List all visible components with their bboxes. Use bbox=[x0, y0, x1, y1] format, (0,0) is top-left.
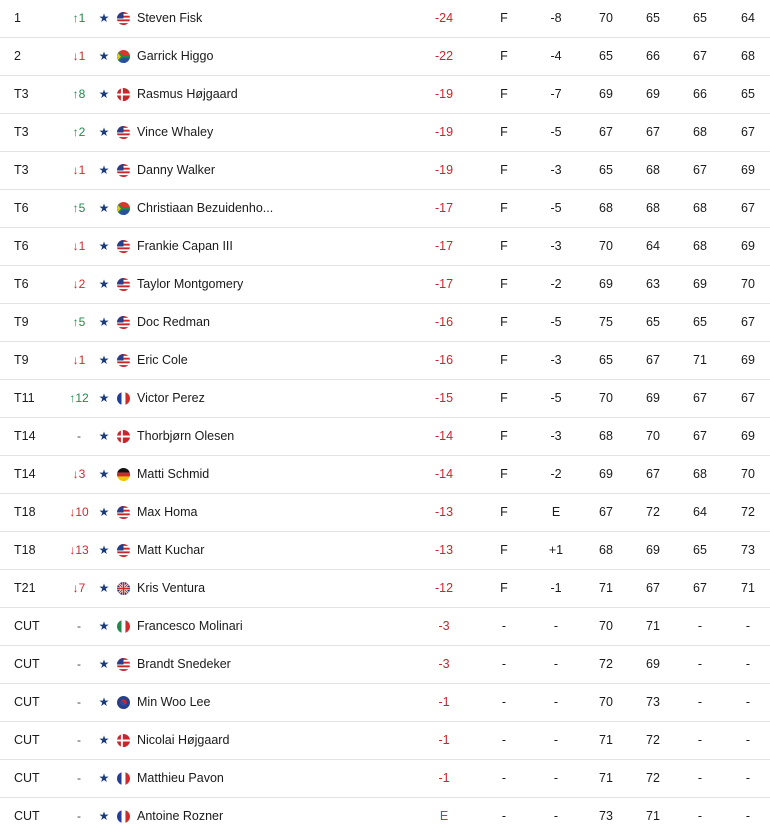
table-row[interactable] bbox=[0, 38, 770, 76]
position-cell: T14 bbox=[14, 429, 36, 443]
total-score-cell: -12 bbox=[434, 581, 454, 595]
round-2-cell: 67 bbox=[646, 353, 660, 367]
table-row[interactable] bbox=[0, 152, 770, 190]
us-flag-icon bbox=[117, 354, 130, 367]
round-3-cell: 67 bbox=[693, 163, 707, 177]
round-2-cell: 72 bbox=[646, 733, 660, 747]
player-name-link[interactable]: Francesco Molinari bbox=[137, 619, 243, 633]
favorite-star-icon[interactable]: ★ bbox=[98, 543, 110, 557]
round-3-cell: 71 bbox=[693, 353, 707, 367]
favorite-star-icon[interactable]: ★ bbox=[98, 429, 110, 443]
round-2-cell: 68 bbox=[646, 163, 660, 177]
position-cell: CUT bbox=[14, 733, 40, 747]
table-row[interactable] bbox=[0, 494, 770, 532]
position-cell: CUT bbox=[14, 619, 40, 633]
favorite-star-icon[interactable]: ★ bbox=[98, 125, 110, 139]
round-1-cell: 65 bbox=[599, 353, 613, 367]
thru-cell: F bbox=[500, 87, 508, 101]
us-flag-icon bbox=[117, 658, 130, 671]
favorite-star-icon[interactable]: ★ bbox=[98, 353, 110, 367]
round-1-cell: 70 bbox=[599, 11, 613, 25]
position-cell: CUT bbox=[14, 809, 40, 823]
round-1-cell: 65 bbox=[599, 49, 613, 63]
position-cell: T9 bbox=[14, 353, 29, 367]
round-3-cell: 68 bbox=[693, 467, 707, 481]
favorite-star-icon[interactable]: ★ bbox=[98, 695, 110, 709]
total-score-cell: -17 bbox=[434, 239, 454, 253]
round-4-cell: - bbox=[745, 809, 751, 823]
position-cell: CUT bbox=[14, 771, 40, 785]
favorite-star-icon[interactable]: ★ bbox=[98, 467, 110, 481]
round-4-cell: 73 bbox=[741, 543, 755, 557]
position-cell: CUT bbox=[14, 695, 40, 709]
table-row[interactable] bbox=[0, 684, 770, 722]
round-2-cell: 68 bbox=[646, 201, 660, 215]
favorite-star-icon[interactable]: ★ bbox=[98, 581, 110, 595]
today-score-cell: -5 bbox=[550, 391, 562, 405]
fr-flag-icon bbox=[117, 772, 130, 785]
movement-indicator: - bbox=[77, 429, 81, 443]
total-score-cell: -22 bbox=[434, 49, 454, 63]
round-3-cell: 67 bbox=[693, 391, 707, 405]
thru-cell: F bbox=[500, 505, 508, 519]
total-score-cell: -1 bbox=[438, 695, 450, 709]
movement-indicator: ↓2 bbox=[72, 277, 86, 291]
thru-cell: F bbox=[500, 239, 508, 253]
player-name-link[interactable]: Taylor Montgomery bbox=[137, 277, 244, 291]
movement-indicator: ↑1 bbox=[72, 11, 86, 25]
player-name-link[interactable]: Steven Fisk bbox=[137, 11, 203, 25]
table-row[interactable] bbox=[0, 304, 770, 342]
round-3-cell: 69 bbox=[693, 277, 707, 291]
round-2-cell: 69 bbox=[646, 87, 660, 101]
favorite-star-icon[interactable]: ★ bbox=[98, 11, 110, 25]
total-score-cell: -1 bbox=[438, 771, 450, 785]
favorite-star-icon[interactable]: ★ bbox=[98, 391, 110, 405]
round-3-cell: 64 bbox=[693, 505, 707, 519]
us-flag-icon bbox=[117, 164, 130, 177]
round-2-cell: 67 bbox=[646, 125, 660, 139]
thru-cell: F bbox=[500, 543, 508, 557]
it-flag-icon bbox=[117, 620, 130, 633]
favorite-star-icon[interactable]: ★ bbox=[98, 505, 110, 519]
position-cell: T6 bbox=[14, 277, 29, 291]
movement-indicator: - bbox=[77, 771, 81, 785]
table-row[interactable] bbox=[0, 342, 770, 380]
movement-indicator: - bbox=[77, 695, 81, 709]
round-2-cell: 73 bbox=[646, 695, 660, 709]
round-4-cell: 69 bbox=[741, 429, 755, 443]
round-1-cell: 68 bbox=[599, 201, 613, 215]
round-1-cell: 68 bbox=[599, 543, 613, 557]
player-name-link[interactable]: Danny Walker bbox=[137, 163, 216, 177]
round-1-cell: 70 bbox=[599, 695, 613, 709]
total-score-cell: -16 bbox=[434, 353, 454, 367]
movement-indicator: ↑5 bbox=[72, 315, 86, 329]
round-4-cell: - bbox=[745, 619, 751, 633]
round-4-cell: 67 bbox=[741, 201, 755, 215]
round-2-cell: 65 bbox=[646, 315, 660, 329]
round-4-cell: 71 bbox=[741, 581, 755, 595]
today-score-cell: -3 bbox=[550, 163, 562, 177]
movement-indicator: ↓3 bbox=[72, 467, 86, 481]
total-score-cell: -19 bbox=[434, 125, 454, 139]
total-score-cell: -3 bbox=[438, 657, 450, 671]
table-row[interactable] bbox=[0, 798, 770, 836]
movement-indicator: ↑5 bbox=[72, 201, 86, 215]
player-name-link[interactable]: Matt Kuchar bbox=[137, 543, 205, 557]
round-3-cell: 67 bbox=[693, 49, 707, 63]
movement-indicator: ↓1 bbox=[72, 49, 86, 63]
table-row[interactable] bbox=[0, 608, 770, 646]
today-score-cell: - bbox=[553, 657, 559, 671]
movement-indicator: ↓1 bbox=[72, 163, 86, 177]
round-4-cell: - bbox=[745, 657, 751, 671]
round-2-cell: 65 bbox=[646, 11, 660, 25]
position-cell: T9 bbox=[14, 315, 29, 329]
table-row[interactable] bbox=[0, 0, 770, 38]
player-name-link[interactable]: Max Homa bbox=[137, 505, 198, 519]
table-row[interactable] bbox=[0, 532, 770, 570]
today-score-cell: E bbox=[551, 505, 561, 519]
round-2-cell: 72 bbox=[646, 505, 660, 519]
today-score-cell: -8 bbox=[550, 11, 562, 25]
round-2-cell: 71 bbox=[646, 619, 660, 633]
za-flag-icon bbox=[117, 202, 130, 215]
round-2-cell: 67 bbox=[646, 581, 660, 595]
round-4-cell: 69 bbox=[741, 163, 755, 177]
round-3-cell: - bbox=[697, 809, 703, 823]
player-name-link[interactable]: Antoine Rozner bbox=[137, 809, 224, 823]
favorite-star-icon[interactable]: ★ bbox=[98, 239, 110, 253]
favorite-star-icon[interactable]: ★ bbox=[98, 657, 110, 671]
table-row[interactable] bbox=[0, 418, 770, 456]
player-name-link[interactable]: Garrick Higgo bbox=[137, 49, 214, 63]
today-score-cell: -3 bbox=[550, 429, 562, 443]
total-score-cell: -1 bbox=[438, 733, 450, 747]
total-score-cell: -19 bbox=[434, 87, 454, 101]
movement-indicator: ↓7 bbox=[72, 581, 86, 595]
total-score-cell: -15 bbox=[434, 391, 454, 405]
round-4-cell: 72 bbox=[741, 505, 755, 519]
thru-cell: F bbox=[500, 581, 508, 595]
round-2-cell: 69 bbox=[646, 543, 660, 557]
position-cell: T14 bbox=[14, 467, 36, 481]
favorite-star-icon[interactable]: ★ bbox=[98, 87, 110, 101]
thru-cell: - bbox=[501, 809, 507, 823]
thru-cell: - bbox=[501, 771, 507, 785]
favorite-star-icon[interactable]: ★ bbox=[98, 163, 110, 177]
us-flag-icon bbox=[117, 316, 130, 329]
round-1-cell: 68 bbox=[599, 429, 613, 443]
round-4-cell: - bbox=[745, 771, 751, 785]
favorite-star-icon[interactable]: ★ bbox=[98, 771, 110, 785]
today-score-cell: -7 bbox=[550, 87, 562, 101]
round-1-cell: 67 bbox=[599, 505, 613, 519]
player-name-link[interactable]: Christiaan Bezuidenho... bbox=[137, 201, 274, 215]
player-name-link[interactable]: Doc Redman bbox=[137, 315, 210, 329]
thru-cell: F bbox=[500, 315, 508, 329]
round-3-cell: 65 bbox=[693, 315, 707, 329]
thru-cell: F bbox=[500, 201, 508, 215]
round-2-cell: 64 bbox=[646, 239, 660, 253]
dk-flag-icon bbox=[117, 430, 130, 443]
favorite-star-icon[interactable]: ★ bbox=[98, 619, 110, 633]
thru-cell: F bbox=[500, 125, 508, 139]
us-flag-icon bbox=[117, 278, 130, 291]
today-score-cell: - bbox=[553, 695, 559, 709]
movement-indicator: ↓1 bbox=[72, 353, 86, 367]
round-3-cell: 67 bbox=[693, 429, 707, 443]
round-4-cell: 65 bbox=[741, 87, 755, 101]
round-4-cell: 67 bbox=[741, 315, 755, 329]
round-4-cell: 67 bbox=[741, 391, 755, 405]
round-1-cell: 69 bbox=[599, 467, 613, 481]
round-3-cell: - bbox=[697, 771, 703, 785]
round-3-cell: 68 bbox=[693, 201, 707, 215]
round-3-cell: 65 bbox=[693, 543, 707, 557]
table-row[interactable] bbox=[0, 266, 770, 304]
total-score-cell: -14 bbox=[434, 429, 454, 443]
position-cell: CUT bbox=[14, 657, 40, 671]
round-2-cell: 67 bbox=[646, 467, 660, 481]
total-score-cell: -14 bbox=[434, 467, 454, 481]
round-4-cell: 70 bbox=[741, 467, 755, 481]
total-score-cell: -19 bbox=[434, 163, 454, 177]
today-score-cell: -5 bbox=[550, 201, 562, 215]
kr-flag-icon bbox=[117, 696, 130, 709]
thru-cell: F bbox=[500, 429, 508, 443]
round-2-cell: 71 bbox=[646, 809, 660, 823]
table-row[interactable] bbox=[0, 190, 770, 228]
table-row[interactable] bbox=[0, 722, 770, 760]
movement-indicator: ↑12 bbox=[69, 391, 89, 405]
thru-cell: - bbox=[501, 657, 507, 671]
favorite-star-icon[interactable]: ★ bbox=[98, 315, 110, 329]
us-flag-icon bbox=[117, 126, 130, 139]
dk-flag-icon bbox=[117, 734, 130, 747]
today-score-cell: -5 bbox=[550, 125, 562, 139]
today-score-cell: - bbox=[553, 771, 559, 785]
round-4-cell: - bbox=[745, 733, 751, 747]
position-cell: T18 bbox=[14, 505, 36, 519]
round-2-cell: 69 bbox=[646, 657, 660, 671]
today-score-cell: -2 bbox=[550, 277, 562, 291]
position-cell: T21 bbox=[14, 581, 36, 595]
today-score-cell: -2 bbox=[550, 467, 562, 481]
today-score-cell: -3 bbox=[550, 239, 562, 253]
round-1-cell: 70 bbox=[599, 619, 613, 633]
round-1-cell: 65 bbox=[599, 163, 613, 177]
today-score-cell: - bbox=[553, 809, 559, 823]
today-score-cell: -3 bbox=[550, 353, 562, 367]
movement-indicator: - bbox=[77, 809, 81, 823]
favorite-star-icon[interactable]: ★ bbox=[98, 809, 110, 823]
position-cell: T3 bbox=[14, 125, 29, 139]
round-1-cell: 71 bbox=[599, 771, 613, 785]
table-row[interactable] bbox=[0, 570, 770, 608]
thru-cell: - bbox=[501, 619, 507, 633]
movement-indicator: - bbox=[77, 657, 81, 671]
player-name-link[interactable]: Victor Perez bbox=[137, 391, 205, 405]
round-2-cell: 63 bbox=[646, 277, 660, 291]
round-1-cell: 75 bbox=[599, 315, 613, 329]
round-2-cell: 66 bbox=[646, 49, 660, 63]
us-flag-icon bbox=[117, 544, 130, 557]
total-score-cell: -17 bbox=[434, 277, 454, 291]
thru-cell: F bbox=[500, 277, 508, 291]
round-1-cell: 72 bbox=[599, 657, 613, 671]
round-3-cell: 68 bbox=[693, 239, 707, 253]
position-cell: 1 bbox=[14, 11, 21, 25]
round-3-cell: - bbox=[697, 733, 703, 747]
round-1-cell: 70 bbox=[599, 239, 613, 253]
position-cell: T3 bbox=[14, 87, 29, 101]
fr-flag-icon bbox=[117, 810, 130, 823]
round-3-cell: 68 bbox=[693, 125, 707, 139]
table-row[interactable] bbox=[0, 380, 770, 418]
movement-indicator: ↑8 bbox=[72, 87, 86, 101]
round-3-cell: - bbox=[697, 695, 703, 709]
round-1-cell: 73 bbox=[599, 809, 613, 823]
thru-cell: - bbox=[501, 695, 507, 709]
position-cell: T11 bbox=[14, 391, 35, 405]
round-3-cell: - bbox=[697, 657, 703, 671]
player-name-link[interactable]: Rasmus Højgaard bbox=[137, 87, 238, 101]
favorite-star-icon[interactable]: ★ bbox=[98, 49, 110, 63]
movement-indicator: ↓1 bbox=[72, 239, 86, 253]
thru-cell: - bbox=[501, 733, 507, 747]
us-flag-icon bbox=[117, 12, 130, 25]
today-score-cell: - bbox=[553, 733, 559, 747]
total-score-cell: -13 bbox=[434, 543, 454, 557]
total-score-cell: -17 bbox=[434, 201, 454, 215]
round-3-cell: 67 bbox=[693, 581, 707, 595]
us-flag-icon bbox=[117, 240, 130, 253]
today-score-cell: - bbox=[553, 619, 559, 633]
total-score-cell: -3 bbox=[438, 619, 450, 633]
player-name-link[interactable]: Nicolai Højgaard bbox=[137, 733, 230, 747]
thru-cell: F bbox=[500, 11, 508, 25]
total-score-cell: -24 bbox=[434, 11, 454, 25]
round-4-cell: 69 bbox=[741, 353, 755, 367]
player-name-link[interactable]: Brandt Snedeker bbox=[137, 657, 231, 671]
gb-flag-icon bbox=[117, 582, 130, 595]
position-cell: T6 bbox=[14, 239, 29, 253]
round-1-cell: 67 bbox=[599, 125, 613, 139]
position-cell: 2 bbox=[14, 49, 21, 63]
today-score-cell: -4 bbox=[550, 49, 562, 63]
us-flag-icon bbox=[117, 506, 130, 519]
round-4-cell: 67 bbox=[741, 125, 755, 139]
thru-cell: F bbox=[500, 353, 508, 367]
round-4-cell: 70 bbox=[741, 277, 755, 291]
favorite-star-icon[interactable]: ★ bbox=[98, 201, 110, 215]
dk-flag-icon bbox=[117, 88, 130, 101]
round-1-cell: 71 bbox=[599, 581, 613, 595]
today-score-cell: -5 bbox=[550, 315, 562, 329]
round-1-cell: 70 bbox=[599, 391, 613, 405]
de-flag-icon bbox=[117, 468, 130, 481]
thru-cell: F bbox=[500, 163, 508, 177]
table-row[interactable] bbox=[0, 228, 770, 266]
table-row[interactable] bbox=[0, 114, 770, 152]
za-flag-icon bbox=[117, 50, 130, 63]
player-name-link[interactable]: Matti Schmid bbox=[137, 467, 210, 481]
today-score-cell: -1 bbox=[550, 581, 562, 595]
round-4-cell: 64 bbox=[741, 11, 755, 25]
player-name-link[interactable]: Min Woo Lee bbox=[137, 695, 211, 709]
table-row[interactable] bbox=[0, 760, 770, 798]
thru-cell: F bbox=[500, 391, 508, 405]
round-4-cell: 68 bbox=[741, 49, 755, 63]
position-cell: T3 bbox=[14, 163, 29, 177]
total-score-cell: -13 bbox=[434, 505, 454, 519]
round-2-cell: 69 bbox=[646, 391, 660, 405]
player-name-link[interactable]: Matthieu Pavon bbox=[137, 771, 224, 785]
total-score-cell: E bbox=[439, 809, 449, 823]
player-name-link[interactable]: Eric Cole bbox=[137, 353, 188, 367]
movement-indicator: ↑2 bbox=[72, 125, 86, 139]
round-1-cell: 69 bbox=[599, 277, 613, 291]
movement-indicator: ↓13 bbox=[69, 543, 89, 557]
thru-cell: F bbox=[500, 467, 508, 481]
today-score-cell: +1 bbox=[548, 543, 564, 557]
round-1-cell: 69 bbox=[599, 87, 613, 101]
round-3-cell: 65 bbox=[693, 11, 707, 25]
player-name-link[interactable]: Frankie Capan III bbox=[137, 239, 233, 253]
round-4-cell: 69 bbox=[741, 239, 755, 253]
favorite-star-icon[interactable]: ★ bbox=[98, 277, 110, 291]
player-name-link[interactable]: Kris Ventura bbox=[137, 581, 206, 595]
total-score-cell: -16 bbox=[434, 315, 454, 329]
round-3-cell: 66 bbox=[693, 87, 707, 101]
favorite-star-icon[interactable]: ★ bbox=[98, 733, 110, 747]
player-name-link[interactable]: Vince Whaley bbox=[137, 125, 214, 139]
thru-cell: F bbox=[500, 49, 508, 63]
movement-indicator: - bbox=[77, 733, 81, 747]
movement-indicator: ↓10 bbox=[69, 505, 89, 519]
table-row[interactable] bbox=[0, 76, 770, 114]
round-2-cell: 70 bbox=[646, 429, 660, 443]
round-4-cell: - bbox=[745, 695, 751, 709]
round-1-cell: 71 bbox=[599, 733, 613, 747]
fr-flag-icon bbox=[117, 392, 130, 405]
round-3-cell: - bbox=[697, 619, 703, 633]
position-cell: T18 bbox=[14, 543, 36, 557]
position-cell: T6 bbox=[14, 201, 29, 215]
round-2-cell: 72 bbox=[646, 771, 660, 785]
table-row[interactable] bbox=[0, 456, 770, 494]
player-name-link[interactable]: Thorbjørn Olesen bbox=[137, 429, 235, 443]
movement-indicator: - bbox=[77, 619, 81, 633]
table-row[interactable] bbox=[0, 646, 770, 684]
